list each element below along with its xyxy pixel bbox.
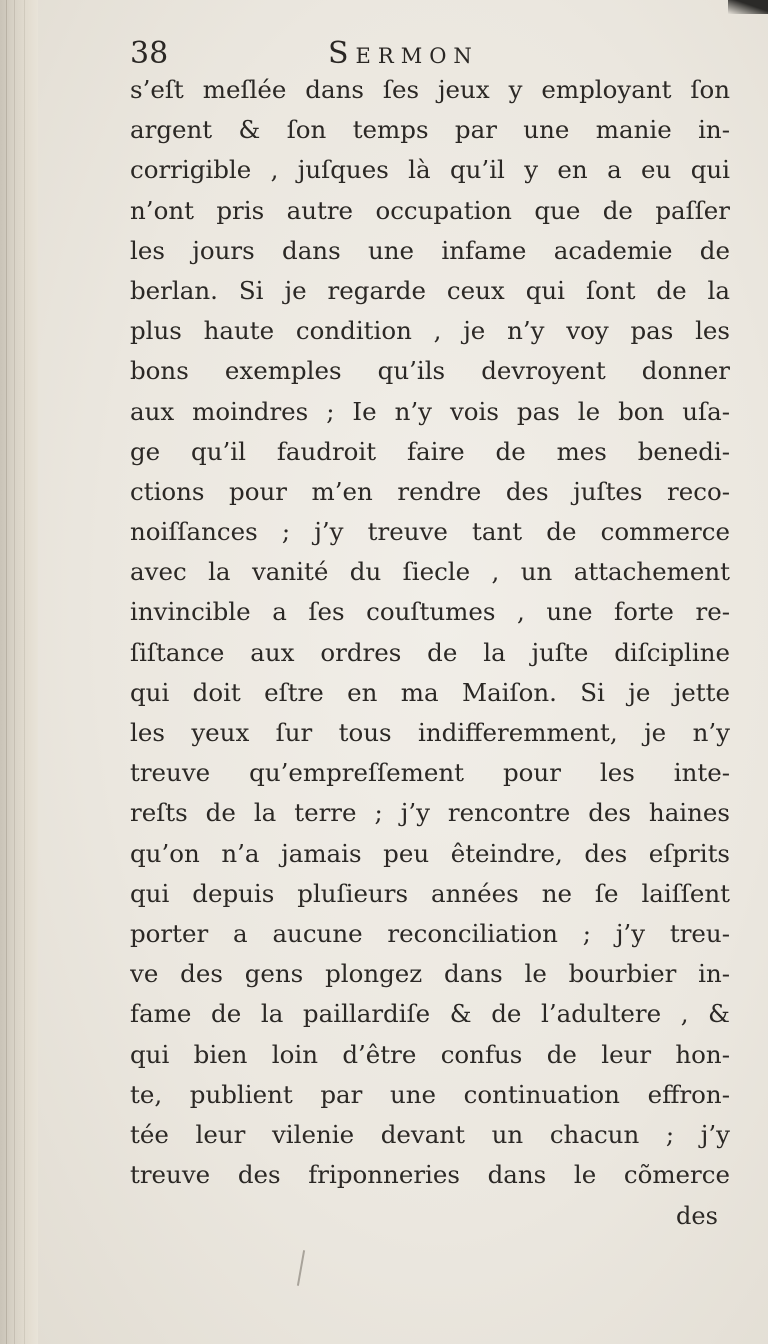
text-line: invincible a ſes couſtumes , une forte re- [130,597,730,627]
text-line: berlan. Si je regarde ceux qui ſont de la [130,275,730,305]
running-title: Sermon [328,36,479,71]
text-line: argent & ſon temps par une manie in- [130,115,730,145]
page-number: 38 [130,36,169,71]
text-line: plus haute condition , je n’y voy pas les [130,316,730,346]
text-line: qui doit eſtre en ma Maiſon. Si je jette [130,677,730,707]
text-line: les jours dans une infame academie de [130,235,730,265]
text-line: treuve qu’empreſſement pour les inte- [130,758,730,788]
text-line: qui bien loin d’être confus de leur hon- [130,1039,730,1069]
text-line: fame de la paillardiſe & de l’adultere , & [130,999,730,1029]
text-line: qu’on n’a jamais peu êteindre, des eſprits [130,838,730,868]
text-line: reſts de la terre ; j’y rencontre des haines [130,798,730,828]
text-line: les yeux ſur tous indifferemment, je n’y [130,718,730,747]
sermon-text [130,70,730,1195]
book-gutter [0,0,38,1344]
text-line: s’eſt meſlée dans ſes jeux y employant ſon [130,75,730,104]
text-line: ge qu’il faudroit faire de mes benedi- [130,436,730,466]
text-line: bons exemples qu’ils devroyent donner [130,356,730,386]
text-line: treuve des friponneries dans le cõmerce [130,1160,730,1190]
page-corner-shadow [728,0,768,14]
text-line: tée leur vilenie devant un chacun ; j’y [130,1119,730,1149]
catchword: des [676,1202,718,1230]
text-line: ſiſtance aux ordres de la juſte diſcipline [130,637,730,667]
text-line: te, publient par une continuation effron- [130,1079,730,1109]
text-line: ve des gens plongez dans le bourbier in- [130,959,730,989]
binding-line [24,0,25,1344]
binding-line [6,0,7,1344]
text-line: qui depuis pluſieurs années ne ſe laiſſent [130,878,730,908]
text-line: noiſſances ; j’y treuve tant de commerce [130,517,730,547]
text-line: avec la vanité du ſiecle , un attachement [130,557,730,587]
text-line: porter a aucune reconciliation ; j’y treu- [130,918,730,948]
binding-line [14,0,15,1344]
text-line: n’ont pris autre occupation que de paſſer [130,195,730,225]
text-line: aux moindres ; Ie n’y vois pas le bon uſa- [130,396,730,426]
text-line: corrigible , juſques là qu’il y en a eu qui [130,155,730,185]
text-line: ctions pour m’en rendre des juſtes reco- [130,476,730,506]
